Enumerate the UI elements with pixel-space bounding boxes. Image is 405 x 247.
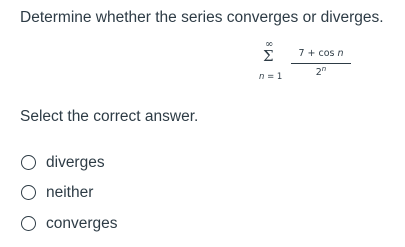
denominator-base: 2 — [315, 67, 322, 78]
numerator-lead: 7 + cos — [298, 48, 338, 59]
radio-button[interactable] — [21, 216, 36, 231]
radio-button[interactable] — [21, 185, 36, 200]
radio-button[interactable] — [21, 155, 36, 170]
question-text: Determine whether the series converges or diverges. — [20, 9, 384, 26]
option-label[interactable]: converges — [46, 215, 118, 232]
fraction — [289, 48, 353, 88]
answer-prompt: Select the correct answer. — [20, 108, 199, 125]
series-formula — [259, 40, 359, 88]
denominator — [289, 67, 353, 79]
lower-limit-value: = 1 — [264, 72, 283, 82]
sum-lower-limit — [259, 72, 282, 82]
sum-upper-limit: ∞ — [265, 39, 274, 50]
option-label[interactable]: neither — [46, 184, 94, 201]
option-diverges[interactable] — [20, 152, 220, 176]
numerator-variable: n — [337, 48, 344, 59]
numerator — [289, 48, 353, 60]
option-label[interactable]: diverges — [46, 154, 105, 171]
sigma-symbol: Σ — [263, 47, 274, 65]
fraction-bar — [291, 63, 351, 64]
option-converges[interactable] — [20, 213, 220, 237]
summation — [259, 39, 283, 88]
option-neither[interactable] — [20, 182, 220, 206]
index-variable: n — [259, 72, 265, 82]
denominator-exponent: n — [321, 65, 327, 73]
